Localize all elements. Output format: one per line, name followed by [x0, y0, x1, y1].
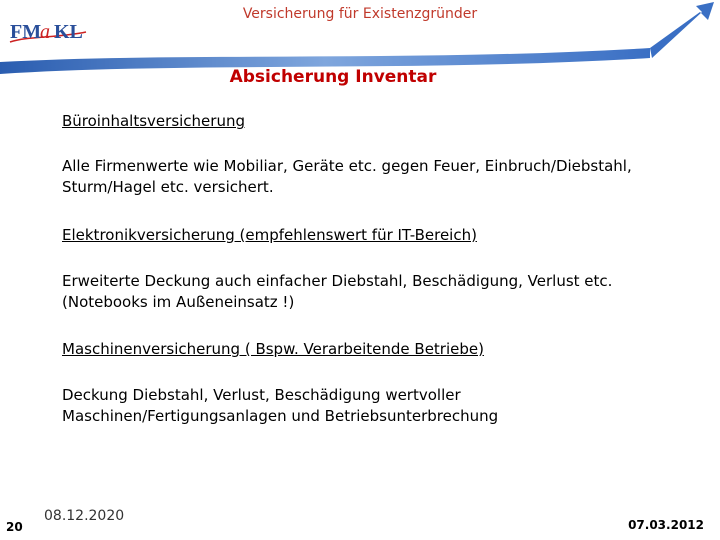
section-body-elektronik [62, 271, 682, 313]
body-line: (Notebooks im Außeneinsatz !) [62, 293, 295, 311]
section-heading-elektronik: Elektronikversicherung (empfehlenswert für IT-Bereich) [62, 226, 477, 244]
logo-text-kl: KL [54, 21, 83, 43]
section-heading-maschinen: Maschinenversicherung ( Bspw. Verarbeitende Betriebe) [62, 340, 484, 358]
date-left: 08.12.2020 [44, 508, 125, 524]
body-line: Sturm/Hagel etc. versichert. [62, 178, 274, 196]
body-line: Maschinen/Fertigungsanlagen und Betriebsunterbrechung [62, 407, 499, 425]
body-line: Deckung Diebstahl, Verlust, Beschädigung wertvoller [62, 386, 461, 404]
date-right: 07.03.2012 [628, 518, 704, 532]
section-body-maschinen [62, 385, 682, 427]
body-line: Erweiterte Deckung auch einfacher Diebstahl, Beschädigung, Verlust etc. [62, 272, 613, 290]
section-heading-bueroinhalt: Büroinhaltsversicherung [62, 112, 245, 130]
logo-text-a: a [40, 21, 50, 43]
page-number: 20 [6, 520, 23, 534]
logo-text-fm: FM [10, 21, 42, 43]
header-title: Versicherung für Existenzgründer [242, 6, 478, 22]
slide-title: Absicherung Inventar [229, 67, 437, 87]
body-line: Alle Firmenwerte wie Mobiliar, Geräte etc. gegen Feuer, Einbruch/Diebstahl, [62, 157, 632, 175]
section-body-bueroinhalt [62, 156, 682, 198]
